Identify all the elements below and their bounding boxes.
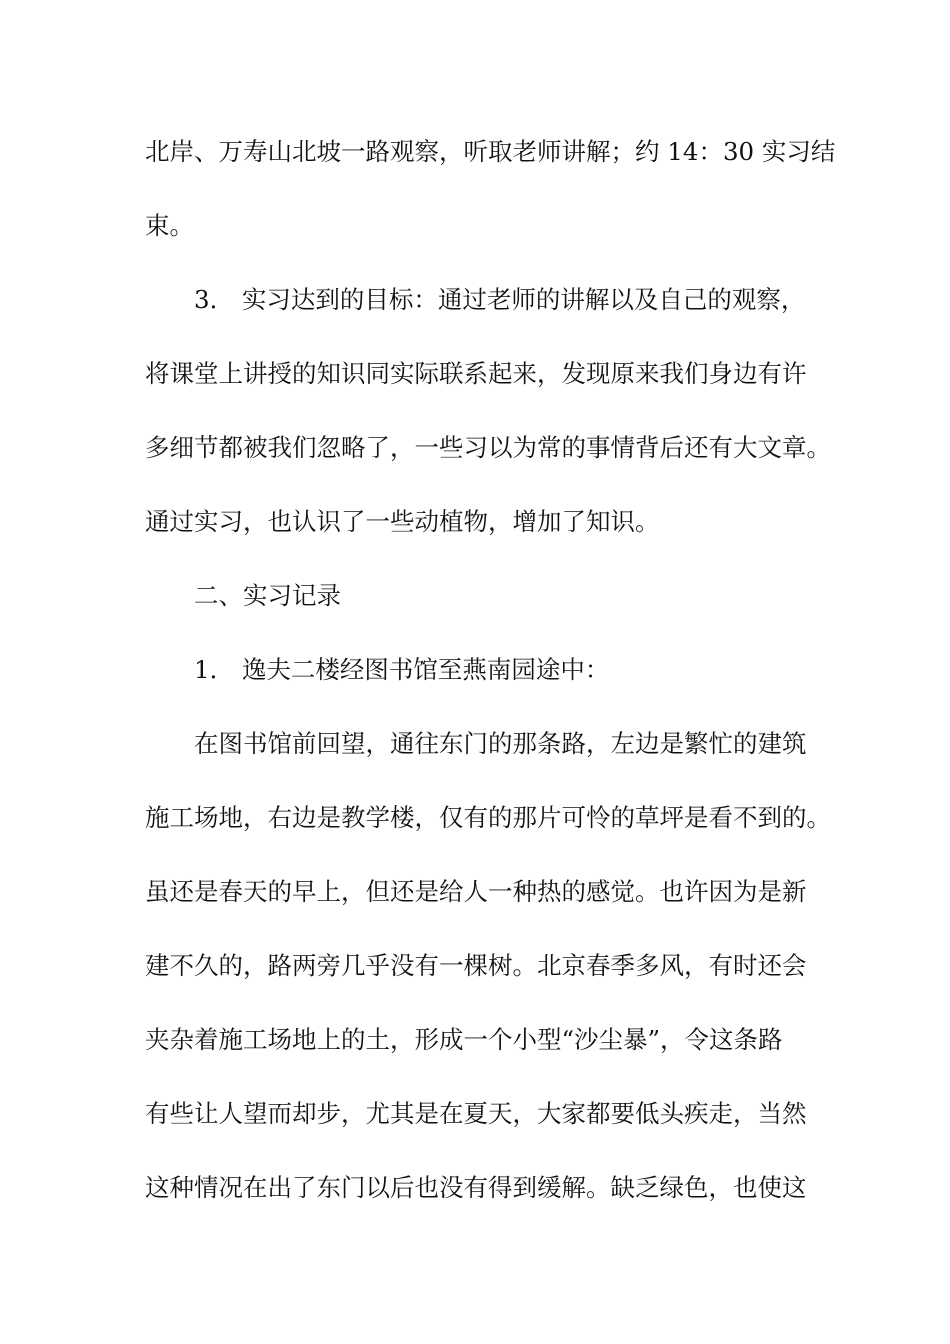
text-line: 通过实习，也认识了一些动植物，增加了知识。: [145, 507, 660, 536]
subsection-heading: 1． 逸夫二楼经图书馆至燕南园途中：: [194, 655, 610, 684]
paragraph-start: 在图书馆前回望，通往东门的那条路，左边是繁忙的建筑: [194, 729, 807, 758]
text-line: 施工场地，右边是教学楼，仅有的那片可怜的草坪是看不到的。: [145, 803, 831, 832]
text-line: 这种情况在出了东门以后也没有得到缓解。缺乏绿色，也使这: [145, 1173, 807, 1202]
text-line: 建不久的，路两旁几乎没有一棵树。北京春季多风，有时还会: [145, 951, 807, 980]
text-line: 虽还是春天的早上，但还是给人一种热的感觉。也许因为是新: [145, 877, 807, 906]
section-heading: 二、实习记录: [194, 581, 341, 610]
text-line: 北岸、万寿山北坡一路观察，听取老师讲解；约 14：30 实习结: [145, 137, 836, 166]
section-item-3: 3． 实习达到的目标：通过老师的讲解以及自己的观察，: [194, 285, 806, 314]
text-line: 束。: [145, 211, 194, 240]
text-line: 将课堂上讲授的知识同实际联系起来，发现原来我们身边有许: [145, 359, 807, 388]
text-line: 夹杂着施工场地上的土，形成一个小型“沙尘暴”，令这条路: [145, 1025, 783, 1054]
text-line: 有些让人望而却步，尤其是在夏天，大家都要低头疾走，当然: [145, 1099, 807, 1128]
text-line: 多细节都被我们忽略了，一些习以为常的事情背后还有大文章。: [145, 433, 831, 462]
